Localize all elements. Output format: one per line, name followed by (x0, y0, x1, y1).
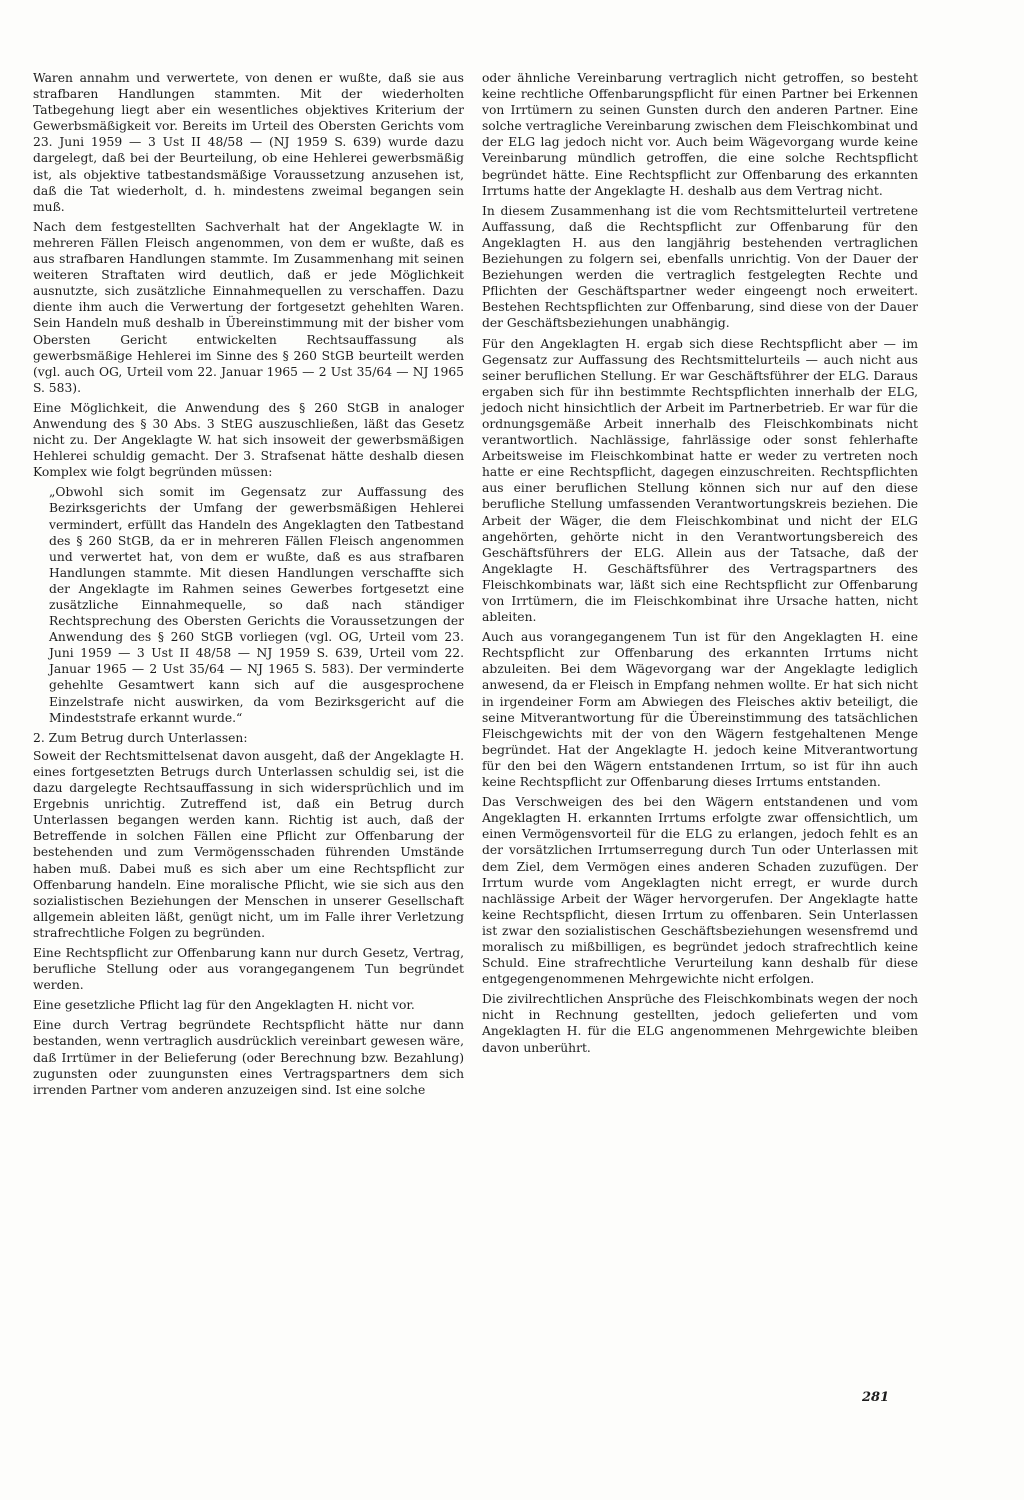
page-number: 281 (862, 1390, 890, 1405)
paragraph: Eine Möglichkeit, die Anwendung des § 260 StGB in analoger Anwendung des § 30 Abs. 3 StEG auszuschließen, läßt das Gesetz nicht zu. Der Angeklagte W. hat sich insoweit der gewerbsmäßigen Hehlerei schuldig gemacht. Der 3. Strafsenat hätte deshalb diesen Komplex wie folgt begründen müssen: (33, 400, 464, 480)
paragraph: Nach dem festgestellten Sachverhalt hat der Angeklagte W. in mehreren Fällen Fleisch angenommen, von dem er wußte, daß es aus strafbaren Handlungen stammte. Im Zusammenhang mit seinen weiteren Straftaten wird deutlich, daß er jede Möglichkeit ausnutzte, sich zusätzliche Einnahmequellen zu verschaffen. Dazu diente ihm auch die Verwertung der fortgesetzt gehehlten Waren. Sein Handeln muß deshalb in Übereinstimmung mit der bisher vom Obersten Gericht entwickelten Rechtsauffassung als gewerbsmäßige Hehlerei im Sinne des § 260 StGB beurteilt werden (vgl. auch OG, Urteil vom 22. Januar 1965 — 2 Ust 35/64 — NJ 1965 S. 583). (33, 219, 464, 395)
paragraph: Auch aus vorangegangenem Tun ist für den Angeklagten H. eine Rechtspflicht zur Offenbarung des erkannten Irrtums nicht abzuleiten. Bei dem Wägevorgang war der Angeklagte lediglich anwesend, da er Fleisch in Empfang nehmen wollte. Er hat sich nicht in irgendeiner Form am Abwiegen des Fleisches aktiv beteiligt, die seine Mitverantwortung für die Übereinstimmung des tatsächlichen Fleischgewichts mit der von den Wägern festgehaltenen Menge begründet. Hat der Angeklagte H. jedoch keine Mitverantwortung für den bei den Wägern entstandenen Irrtum, so ist für ihn auch keine Rechtspflicht zur Offenbarung dieses Irrtums entstanden. (482, 630, 918, 790)
paragraph: Eine gesetzliche Pflicht lag für den Angeklagten H. nicht vor. (33, 998, 415, 1013)
right-column (482, 70, 918, 1060)
section-heading: 2. Zum Betrug durch Unterlassen: (33, 730, 248, 745)
paragraph: Für den Angeklagten H. ergab sich diese Rechtspflicht aber — im Gegensatz zur Auffassung des Rechtsmittelurteils — auch nicht aus seiner beruflichen Stellung. Er war Geschäftsführer der ELG. Daraus ergaben sich für ihn bestimmte Rechtspflichten innerhalb der ELG, jedoch nicht hinsichtlich der Arbeit im Partnerbetrieb. Er war für die ordnungsgemäße Arbeit innerhalb des Fleischkombinats nicht verantwortlich. Nachlässige, fahrlässige oder sonst fehlerhafte Arbeitsweise im Fleischkombinat hatte er weder zu vertreten noch hatte er eine Rechtspflicht, dagegen einzuschreiten. Rechtspflichten aus einer beruflichen Stellung können sich nur auf den diese berufliche Stellung umfassenden Verantwortungskreis beziehen. Die Arbeit der Wäger, die dem Fleischkombinat und nicht der ELG angehörten, gehörte nicht in den Verantwortungsbereich des Geschäftsführers der ELG. Allein aus der Tatsache, daß der Angeklagte H. Geschäftsführer des Vertragspartners des Fleischkombinats war, läßt sich eine Rechtspflicht zur Offenbarung von Irrtümern, die im Fleischkombinat ihre Ursache hatten, nicht ableiten. (482, 336, 918, 625)
paragraph: oder ähnliche Vereinbarung vertraglich nicht getroffen, so besteht keine rechtliche Offenbarungspflicht für einen Partner bei Erkennen von Irrtümern zu seinen Gunsten durch den anderen Partner. Eine solche vertragliche Vereinbarung zwischen dem Fleischkombinat und der ELG lag jedoch nicht vor. Auch beim Wägevorgang wurde keine Vereinbarung mündlich getroffen, die eine solche Rechtspflicht begründet hätte. Eine Rechtspflicht zur Offenbarung des erkannten Irrtums hatte der Angeklagte H. deshalb aus dem Vertrag nicht. (482, 71, 918, 198)
paragraph: Die zivilrechtlichen Ansprüche des Fleischkombinats wegen der noch nicht in Rechnung gestellten, jedoch gelieferten und vom Angeklagten H. für die ELG angenommenen Mehrgewichte bleiben davon unberührt. (482, 992, 918, 1055)
paragraph: Eine durch Vertrag begründete Rechtspflicht hätte nur dann bestanden, wenn vertraglich ausdrücklich vereinbart gewesen wäre, daß Irrtümer in der Belieferung (oder Berechnung bzw. Bezahlung) zugunsten oder zuungunsten eines Vertragspartners dem sich irrenden Partner vom anderen anzuzeigen sind. Ist eine solche (33, 1018, 464, 1097)
paragraph: Waren annahm und verwertete, von denen er wußte, daß sie aus strafbaren Handlungen stammten. Mit der wiederholten Tatbegehung liegt aber ein wesentliches objektives Kriterium der Gewerbsmäßigkeit vor. Bereits im Urteil des Obersten Gerichts vom 23. Juni 1959 — 3 Ust II 48/58 — (NJ 1959 S. 639) wurde dazu dargelegt, daß bei der Beurteilung, ob eine Hehlerei gewerbsmäßig ist, als objektive tatbestandsmäßige Voraussetzung anzusehen ist, daß die Tat wiederholt, d. h. mindestens zweimal begangen sein muß. (33, 71, 464, 214)
paragraph: Das Verschweigen des bei den Wägern entstandenen und vom Angeklagten H. erkannten Irrtums erfolgte zwar offensichtlich, um einen Vermögensvorteil für die ELG zu erlangen, jedoch fehlt es an der vorsätzlichen Irrtumserregung durch Tun oder Unterlassen mit dem Ziel, dem Vermögen eines anderen Schaden zuzufügen. Der Irrtum wurde vom Angeklagten nicht erregt, er wurde durch nachlässige Arbeit der Wäger hervorgerufen. Der Angeklagte hatte keine Rechtspflicht, diesen Irrtum zu offenbaren. Sein Unterlassen ist zwar den sozialistischen Geschäftsbeziehungen wesensfremd und moralisch zu mißbilligen, es begründet jedoch strafrechtlich keine Schuld. Eine strafrechtliche Verurteilung kann deshalb für diese entgegengenommenen Mehrgewichte nicht erfolgen. (482, 795, 918, 987)
court-quote: „Obwohl sich somit im Gegensatz zur Auffassung des Bezirksgerichts der Umfang der gewerbsmäßigen Hehlerei vermindert, erfüllt das Handeln des Angeklagten den Tatbestand des § 260 StGB, da er in mehreren Fällen Fleisch angenommen und verwertet hat, von dem er wußte, daß es aus strafbaren Handlungen stammte. Mit diesen Handlungen verschaffte sich der Angeklagte im Rahmen seines Gewerbes fortgesetzt eine zusätzliche Einnahmequelle, so daß nach ständiger Rechtsprechung des Obersten Gerichts die Voraussetzungen der Anwendung des § 260 StGB vorliegen (vgl. OG, Urteil vom 23. Juni 1959 — 3 Ust II 48/58 — NJ 1959 S. 639, Urteil vom 22. Januar 1965 — 2 Ust 35/64 — NJ 1965 S. 583). Der verminderte gehehlte Gesamtwert kann sich auf die ausgesprochene Einzelstrafe nicht auswirken, da vom Bezirksgericht auf die Mindeststrafe erkannt wurde.“ (49, 485, 464, 725)
left-column (33, 70, 464, 1102)
paragraph: Soweit der Rechtsmittelsenat davon ausgeht, daß der Angeklagte H. eines fortgesetzten Betrugs durch Unterlassen schuldig sei, ist die dazu dargelegte Rechtsauffassung in sich widersprüchlich und im Ergebnis unrichtig. Zutreffend ist, daß ein Betrug durch Unterlassen begangen werden kann. Richtig ist auch, daß der Betreffende in solchen Fällen eine Pflicht zur Offenbarung der bestehenden und zum Vermögensschaden führenden Umstände haben muß. Dabei muß es sich aber um eine Rechtspflicht zur Offenbarung handeln. Eine moralische Pflicht, wie sie sich aus den sozialistischen Beziehungen der Menschen in unserer Gesellschaft allgemein ableiten läßt, genügt nicht, um im Falle ihrer Verletzung strafrechtliche Folgen zu begründen. (33, 748, 464, 940)
paragraph: In diesem Zusammenhang ist die vom Rechtsmittelurteil vertretene Auffassung, daß die Rechtspflicht zur Offenbarung für den Angeklagten H. aus den langjährig bestehenden vertraglichen Beziehungen zu folgern sei, ebenfalls unrichtig. Von der Dauer der Beziehungen werden die vertraglich festgelegten Rechte und Pflichten der Geschäftspartner weder eingeengt noch erweitert. Bestehen Rechtspflichten zur Offenbarung, sind diese von der Dauer der Geschäftsbeziehungen unabhängig. (482, 203, 918, 331)
paragraph: Eine Rechtspflicht zur Offenbarung kann nur durch Gesetz, Vertrag, berufliche Stellung oder aus vorangegangenem Tun begründet werden. (33, 945, 464, 993)
